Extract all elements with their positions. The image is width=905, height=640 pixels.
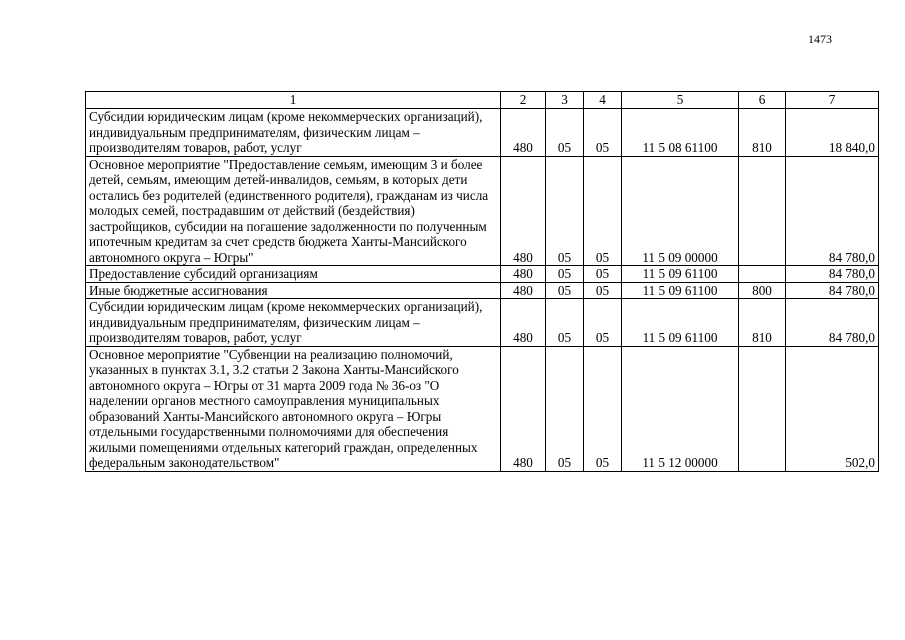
row-code-6: 800 <box>739 282 786 299</box>
row-code-5: 11 5 09 61100 <box>622 282 739 299</box>
col-header-3: 3 <box>546 92 584 109</box>
table-row <box>86 346 879 471</box>
row-code-6: 810 <box>739 299 786 347</box>
table-row <box>86 282 879 299</box>
budget-table <box>85 91 879 472</box>
row-code-5: 11 5 09 61100 <box>622 266 739 283</box>
row-code-4: 05 <box>584 109 622 157</box>
row-code-3: 05 <box>546 109 584 157</box>
row-code-5: 11 5 08 61100 <box>622 109 739 157</box>
row-code-3: 05 <box>546 266 584 283</box>
col-header-6: 6 <box>739 92 786 109</box>
table-row <box>86 299 879 347</box>
row-code-2: 480 <box>501 266 546 283</box>
row-code-5: 11 5 09 00000 <box>622 156 739 266</box>
row-amount: 18 840,0 <box>786 109 879 157</box>
col-header-5: 5 <box>622 92 739 109</box>
row-name: Основное мероприятие "Предоставление семьям, имеющим 3 и более детей, семьям, имеющим детей-инвалидов, семьям, в которых дети остались без родителей (единственного родителя), гражданам из числа молодых семей, пострадавшим от действий (бездействия) застройщиков, субсидии на погашение задолженности по полученным ипотечным кредитам за счет средств бюджета Ханты-Мансийского автономного округа – Югры" <box>86 156 501 266</box>
row-code-3: 05 <box>546 299 584 347</box>
row-code-4: 05 <box>584 346 622 471</box>
row-code-5: 11 5 09 61100 <box>622 299 739 347</box>
header-row <box>86 92 879 109</box>
row-name: Предоставление субсидий организациям <box>86 266 501 283</box>
row-name: Субсидии юридическим лицам (кроме некоммерческих организаций), индивидуальным предпринимателям, физическим лицам – производителям товаров, работ, услуг <box>86 299 501 347</box>
row-code-2: 480 <box>501 346 546 471</box>
row-amount: 84 780,0 <box>786 156 879 266</box>
row-code-4: 05 <box>584 266 622 283</box>
row-code-6 <box>739 266 786 283</box>
row-name: Основное мероприятие "Субвенции на реализацию полномочий, указанных в пунктах 3.1, 3.2 статьи 2 Закона Ханты-Мансийского автономного округа – Югры от 31 марта 2009 года № 36-оз "О наделении органов местного самоуправления муниципальных образований Ханты-Мансийского автономного округа – Югры отдельными государственными полномочиями для обеспечения жилыми помещениями отдельных категорий граждан, определенных федеральным законодательством" <box>86 346 501 471</box>
col-header-1: 1 <box>86 92 501 109</box>
row-code-3: 05 <box>546 346 584 471</box>
row-code-4: 05 <box>584 282 622 299</box>
row-amount: 502,0 <box>786 346 879 471</box>
row-name: Субсидии юридическим лицам (кроме некоммерческих организаций), индивидуальным предпринимателям, физическим лицам – производителям товаров, работ, услуг <box>86 109 501 157</box>
col-header-7: 7 <box>786 92 879 109</box>
table-row <box>86 266 879 283</box>
row-code-2: 480 <box>501 156 546 266</box>
row-amount: 84 780,0 <box>786 282 879 299</box>
row-code-6 <box>739 346 786 471</box>
row-code-2: 480 <box>501 282 546 299</box>
row-code-4: 05 <box>584 299 622 347</box>
row-code-2: 480 <box>501 109 546 157</box>
row-amount: 84 780,0 <box>786 266 879 283</box>
table-row <box>86 109 879 157</box>
row-code-2: 480 <box>501 299 546 347</box>
row-name: Иные бюджетные ассигнования <box>86 282 501 299</box>
row-code-6 <box>739 156 786 266</box>
col-header-2: 2 <box>501 92 546 109</box>
col-header-4: 4 <box>584 92 622 109</box>
row-code-6: 810 <box>739 109 786 157</box>
row-code-3: 05 <box>546 156 584 266</box>
page-number: 1473 <box>808 32 832 46</box>
row-code-3: 05 <box>546 282 584 299</box>
table-row <box>86 156 879 266</box>
row-code-4: 05 <box>584 156 622 266</box>
row-amount: 84 780,0 <box>786 299 879 347</box>
row-code-5: 11 5 12 00000 <box>622 346 739 471</box>
